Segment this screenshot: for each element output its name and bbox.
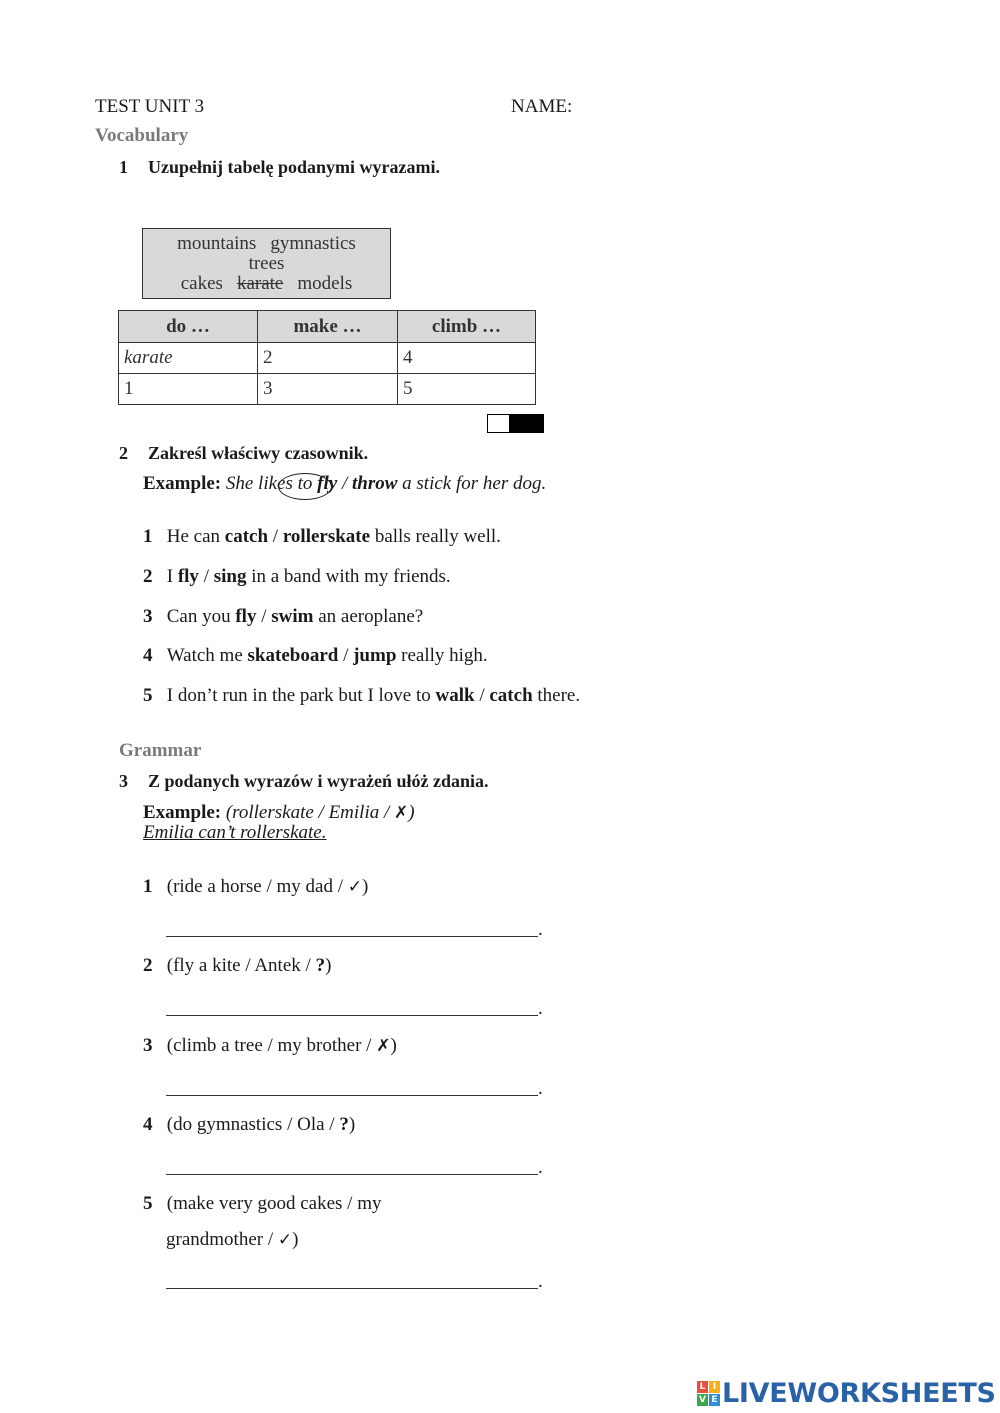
liveworksheets-logo <box>697 1376 996 1410</box>
score-box-fill <box>509 415 543 432</box>
list-item <box>143 1035 397 1057</box>
word: trees <box>248 253 285 274</box>
answer-line[interactable] <box>166 1095 538 1096</box>
item-text: balls really well. <box>370 526 501 547</box>
item-prompt: ) <box>361 876 369 897</box>
full-stop: . <box>538 998 543 1019</box>
word-crossed-out: karate <box>236 273 284 294</box>
logo-icon <box>697 1381 719 1405</box>
item-number: 2 <box>143 955 153 976</box>
instruction-text: Uzupełnij tabelę podanymi wyrazami. <box>148 157 440 177</box>
table-cell: 4 <box>398 343 536 374</box>
table-cell: 2 <box>258 343 398 374</box>
logo-letter: E <box>709 1394 720 1406</box>
full-stop: . <box>538 1078 543 1099</box>
grammar-heading: Grammar <box>119 740 202 761</box>
score-box <box>487 414 544 433</box>
item-prompt: (climb a tree / my brother / <box>166 1035 377 1056</box>
answer-line[interactable] <box>166 1015 538 1016</box>
item-text: Can you <box>166 606 236 627</box>
list-item: 3 Can you fly / swim an aeroplane? <box>143 606 424 627</box>
example-option: throw <box>351 473 398 494</box>
example-text: She likes to <box>225 473 318 494</box>
example-separator: / <box>337 473 352 494</box>
item-prompt: ) <box>348 1114 356 1135</box>
column-header: climb … <box>398 311 536 343</box>
answer-line[interactable] <box>166 1288 538 1289</box>
list-item <box>143 876 368 898</box>
list-item <box>143 1193 381 1215</box>
column-header: make … <box>258 311 398 343</box>
item-number: 4 <box>143 1114 153 1135</box>
list-item: 4 Watch me skateboard / jump really high. <box>143 645 488 666</box>
test-title: TEST UNIT 3 <box>95 96 205 117</box>
list-item: 5 I don’t run in the park but I love to walk / catch there. <box>143 685 581 706</box>
table-header-row <box>119 311 536 343</box>
option-b[interactable]: sing <box>213 566 247 587</box>
item-prompt: ) <box>292 1229 299 1250</box>
option-a[interactable]: fly <box>177 566 199 587</box>
instruction-text: Z podanych wyrazów i wyrażeń ułóż zdania. <box>148 771 489 791</box>
word: gymnastics <box>270 233 356 254</box>
item-text: an aeroplane? <box>313 606 424 627</box>
item-prompt: ) <box>325 955 332 976</box>
option-b[interactable]: rollerskate <box>282 526 371 547</box>
item-text: Watch me <box>166 645 248 666</box>
answer-line[interactable] <box>166 1174 538 1175</box>
logo-text: LIVEWORKSHEETS <box>722 1377 996 1409</box>
word: mountains <box>177 233 257 254</box>
example-text: a stick for her dog. <box>397 473 547 494</box>
item-text: I don’t run in the park but I love to <box>166 685 436 706</box>
answer-circle <box>278 473 332 500</box>
item-prompt: (do gymnastics / Ola / <box>166 1114 340 1135</box>
column-header: do … <box>119 311 258 343</box>
example-answer-text: Emilia can’t rollerskate <box>143 822 322 843</box>
example-answer: Emilia can’t rollerskate. <box>143 822 327 843</box>
table-row <box>119 343 536 374</box>
table-cell: karate <box>119 343 258 374</box>
item-prompt: (ride a horse / my dad / <box>166 876 348 897</box>
task1-instruction <box>119 157 440 178</box>
option-a[interactable]: catch <box>224 526 269 547</box>
option-a[interactable]: walk <box>435 685 475 706</box>
list-item: 1 He can catch / rollerskate balls really well. <box>143 526 501 547</box>
example-prompt: ) <box>408 802 415 823</box>
cross-icon: ✗ <box>394 803 409 823</box>
item-text: there. <box>532 685 581 706</box>
task2-instruction <box>119 443 368 464</box>
list-item <box>143 955 331 977</box>
logo-letter: V <box>697 1394 708 1406</box>
item-number: 5 <box>143 1193 153 1214</box>
logo-letter: L <box>697 1381 708 1393</box>
question-mark-icon: ? <box>315 955 326 976</box>
item-number: 3 <box>143 606 153 627</box>
option-b[interactable]: swim <box>271 606 314 627</box>
full-stop: . <box>538 919 543 940</box>
full-stop: . <box>538 1157 543 1178</box>
item-text: really high. <box>396 645 488 666</box>
cross-icon: ✗ <box>376 1036 391 1056</box>
vocabulary-heading: Vocabulary <box>95 125 189 146</box>
example-label: Example: <box>143 473 222 494</box>
table-cell: 3 <box>258 374 398 405</box>
example-option-circled: fly <box>317 473 338 494</box>
question-mark-icon: ? <box>339 1114 349 1135</box>
list-item-continuation <box>166 1229 298 1251</box>
word: cakes <box>180 273 223 294</box>
example-prompt: (rollerskate / Emilia / <box>225 802 395 823</box>
item-number: 5 <box>143 685 153 706</box>
check-icon: ✓ <box>347 877 362 897</box>
list-item: 2 I fly / sing in a band with my friends. <box>143 566 451 587</box>
example-label: Example: <box>143 802 222 823</box>
option-a[interactable]: fly <box>235 606 257 627</box>
list-item <box>143 1114 355 1136</box>
answer-line[interactable] <box>166 936 538 937</box>
word-box <box>142 228 391 299</box>
full-stop: . <box>538 1271 543 1292</box>
option-a[interactable]: skateboard <box>247 645 339 666</box>
item-prompt: (fly a kite / Antek / <box>166 955 316 976</box>
item-number: 1 <box>143 526 153 547</box>
instruction-text: Zakreśl właściwy czasownik. <box>148 443 369 463</box>
item-prompt: ) <box>390 1035 397 1056</box>
task2-example <box>143 473 546 495</box>
item-number: 2 <box>143 566 153 587</box>
task3-instruction <box>119 771 489 792</box>
item-text: in a band with my friends. <box>246 566 451 587</box>
task-number: 1 <box>119 157 128 177</box>
item-prompt: (make very good cakes / my <box>166 1193 382 1214</box>
check-icon: ✓ <box>277 1230 293 1250</box>
task3-example <box>143 802 415 824</box>
item-prompt: grandmother / <box>166 1229 278 1250</box>
item-number: 4 <box>143 645 153 666</box>
item-text: I <box>166 566 178 587</box>
item-number: 3 <box>143 1035 153 1056</box>
word: models <box>297 273 353 294</box>
option-b[interactable]: catch <box>489 685 533 706</box>
option-b[interactable]: jump <box>353 645 397 666</box>
table-cell: 1 <box>119 374 258 405</box>
logo-letter: I <box>709 1381 720 1393</box>
item-text: He can <box>166 526 225 547</box>
item-number: 1 <box>143 876 153 897</box>
vocab-table <box>118 310 536 405</box>
table-cell: 5 <box>398 374 536 405</box>
table-row <box>119 374 536 405</box>
task-number: 2 <box>119 443 128 463</box>
task-number: 3 <box>119 771 128 791</box>
name-label: NAME: <box>511 96 573 117</box>
